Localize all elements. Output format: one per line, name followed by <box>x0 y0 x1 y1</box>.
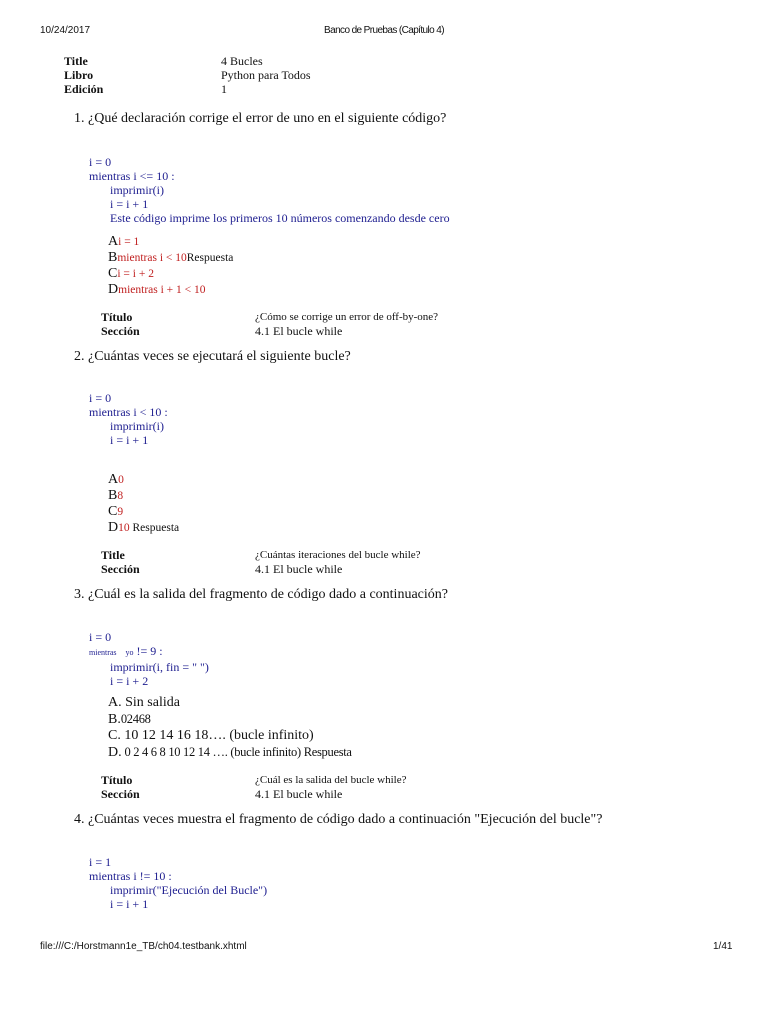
question-4-code: i = 1 mientras i != 10 : imprimir("Ejecución del Bucle") i = i + 1 <box>89 855 268 911</box>
question-3-text: 3. ¿Cuál es la salida del fragmento de código dado a continuación? <box>74 587 448 602</box>
meta-table <box>64 54 311 96</box>
file-path: file:///C:/Horstmann1e_TB/ch04.testbank.xhtml <box>40 941 247 952</box>
meta-row: Title 4 Bucles <box>64 54 263 68</box>
meta-row: Edición 1 <box>64 82 227 96</box>
option: D. 0 2 4 6 8 10 12 14 …. (bucle infinito) Respuesta <box>108 745 352 760</box>
question-3-code: i = 0 mientras yo != 9 : imprimir(i, fin = " ") i = i + 2 <box>89 630 209 688</box>
question-1-options <box>108 234 233 298</box>
question-1-code: i = 0 mientras i <= 10 : imprimir(i) i = i + 1 Este código imprime los primeros 10 números comenzando desde cero <box>89 155 450 225</box>
meta-row: Libro Python para Todos <box>64 68 311 82</box>
question-2-text: 2. ¿Cuántas veces se ejecutará el siguiente bucle? <box>74 349 351 364</box>
option: B.02468 <box>108 712 151 727</box>
document-title: Banco de Pruebas (Capítulo 4) <box>324 25 444 36</box>
question-2-info: Title ¿Cuántas iteraciones del bucle while? Sección 4.1 El bucle while <box>101 548 421 576</box>
option: Ci = i + 2 <box>108 266 154 281</box>
option: Dmientras i + 1 < 10 <box>108 282 206 297</box>
option: A. Sin salida <box>108 695 180 710</box>
option: Ai = 1 <box>108 234 140 249</box>
question-3-info: Título ¿Cuál es la salida del bucle while? Sección 4.1 El bucle while <box>101 773 407 801</box>
question-3-options <box>108 695 352 761</box>
option: B8 <box>108 488 124 503</box>
option: C. 10 12 14 16 18…. (bucle infinito) <box>108 728 314 743</box>
question-1-info: Título ¿Cómo se corrige un error de off-by-one? Sección 4.1 El bucle while <box>101 310 439 338</box>
option: D10 Respuesta <box>108 520 180 535</box>
question-4-text: 4. ¿Cuántas veces muestra el fragmento de código dado a continuación "Ejecución del bucle"? <box>74 812 603 827</box>
print-date: 10/24/2017 <box>40 25 91 36</box>
question-2-options <box>108 472 179 536</box>
question-2-code: i = 0 mientras i < 10 : imprimir(i) i = i + 1 <box>89 391 168 447</box>
option: A0 <box>108 472 124 487</box>
option: Bmientras i < 10Respuesta <box>108 250 234 265</box>
option: C9 <box>108 504 124 519</box>
question-1-text: 1. ¿Qué declaración corrige el error de uno en el siguiente código? <box>74 111 447 126</box>
page-number: 1/41 <box>713 941 733 952</box>
